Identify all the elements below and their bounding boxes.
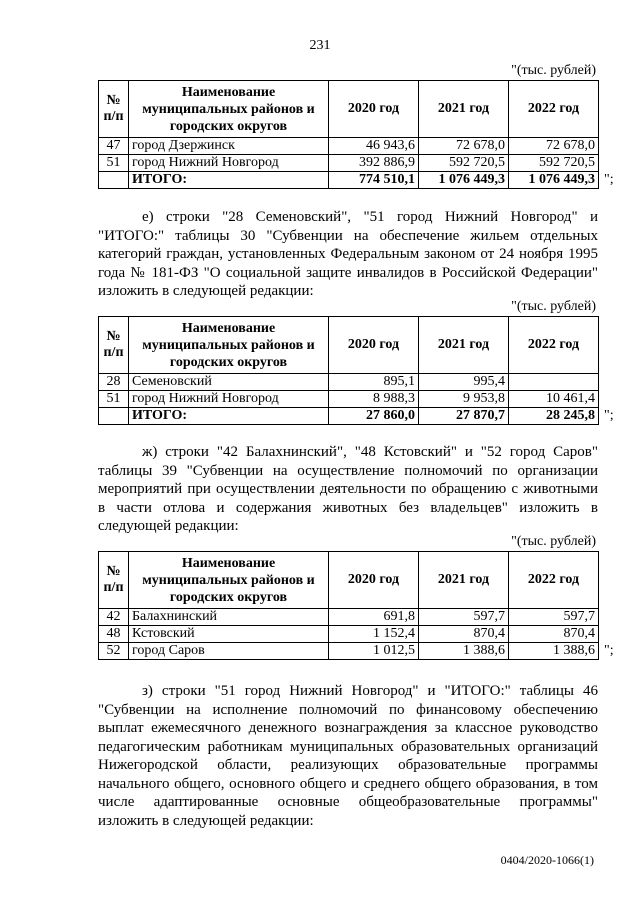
row-2022: 870,4 <box>509 626 599 643</box>
total-2020: 27 860,0 <box>329 408 419 425</box>
table-total-row <box>99 172 599 189</box>
row-2022: 10 461,4 <box>509 391 599 408</box>
table-subsidies-1 <box>98 80 599 189</box>
total-label: ИТОГО: <box>129 172 329 189</box>
row-name: город Нижний Новгород <box>129 391 329 408</box>
units-label: "(тыс. рублей) <box>511 534 596 549</box>
document-code: 0404/2020-1066(1) <box>500 853 594 867</box>
header-name: Наименование муниципальных районов и городских округов <box>129 81 329 138</box>
units-label: "(тыс. рублей) <box>511 63 596 78</box>
header-2020: 2020 год <box>329 317 419 374</box>
row-no: 42 <box>99 609 129 626</box>
table-row <box>99 138 599 155</box>
total-2022: 1 076 449,3 <box>509 172 599 189</box>
row-2021: 9 953,8 <box>419 391 509 408</box>
row-2020: 46 943,6 <box>329 138 419 155</box>
page-number: 231 <box>309 38 331 53</box>
table-header-row <box>99 317 599 374</box>
total-2022: 28 245,8 <box>509 408 599 425</box>
table-subsidies-3 <box>98 551 599 660</box>
row-2021: 72 678,0 <box>419 138 509 155</box>
table-row <box>99 374 599 391</box>
table-closing-quote: "; <box>604 408 614 423</box>
table-header-row <box>99 552 599 609</box>
row-no: 47 <box>99 138 129 155</box>
header-2020: 2020 год <box>329 552 419 609</box>
header-name: Наименование муниципальных районов и городских округов <box>129 317 329 374</box>
total-2021: 27 870,7 <box>419 408 509 425</box>
row-name: город Саров <box>129 643 329 660</box>
total-2021: 1 076 449,3 <box>419 172 509 189</box>
row-no: 51 <box>99 391 129 408</box>
row-2020: 8 988,3 <box>329 391 419 408</box>
table-closing-quote: "; <box>604 172 614 187</box>
header-2021: 2021 год <box>419 552 509 609</box>
total-2020: 774 510,1 <box>329 172 419 189</box>
row-2021: 597,7 <box>419 609 509 626</box>
total-no <box>99 408 129 425</box>
total-label: ИТОГО: <box>129 408 329 425</box>
header-no: № п/п <box>99 81 129 138</box>
header-2021: 2021 год <box>419 81 509 138</box>
table-row <box>99 643 599 660</box>
row-name: город Нижний Новгород <box>129 155 329 172</box>
table-total-row <box>99 408 599 425</box>
paragraph-z: з) строки "51 город Нижний Новгород" и "ИТОГО:" таблицы 46 "Субвенции на исполнение полномочий по финансовому обеспечению выплат ежемесячного денежного вознаграждения за классное руководство педагогическим работникам муниципальных образовательных организаций Нижегородской области, реализующих образовательные программы начального общего, основного общего и среднего общего образования, в том числе адаптированные основные общеобразовательные программы" изложить в следующей редакции: <box>98 683 598 829</box>
table-row <box>99 391 599 408</box>
table-row <box>99 626 599 643</box>
row-name: город Дзержинск <box>129 138 329 155</box>
row-no: 28 <box>99 374 129 391</box>
header-name: Наименование муниципальных районов и городских округов <box>129 552 329 609</box>
total-no <box>99 172 129 189</box>
header-2022: 2022 год <box>509 552 599 609</box>
header-2021: 2021 год <box>419 317 509 374</box>
table-row <box>99 155 599 172</box>
table-subsidies-2 <box>98 316 599 425</box>
row-2020: 392 886,9 <box>329 155 419 172</box>
row-2021: 870,4 <box>419 626 509 643</box>
table-closing-quote: "; <box>604 643 614 658</box>
header-no: № п/п <box>99 552 129 609</box>
row-no: 48 <box>99 626 129 643</box>
row-2020: 1 152,4 <box>329 626 419 643</box>
table-header-row <box>99 81 599 138</box>
row-no: 52 <box>99 643 129 660</box>
row-name: Кстовский <box>129 626 329 643</box>
row-2022 <box>509 374 599 391</box>
table-row <box>99 609 599 626</box>
row-2022: 592 720,5 <box>509 155 599 172</box>
header-2022: 2022 год <box>509 317 599 374</box>
units-label: "(тыс. рублей) <box>511 299 596 314</box>
row-2022: 597,7 <box>509 609 599 626</box>
row-no: 51 <box>99 155 129 172</box>
row-2021: 592 720,5 <box>419 155 509 172</box>
row-2022: 72 678,0 <box>509 138 599 155</box>
row-2022: 1 388,6 <box>509 643 599 660</box>
row-2020: 895,1 <box>329 374 419 391</box>
row-2020: 691,8 <box>329 609 419 626</box>
paragraph-e: е) строки "28 Семеновский", "51 город Нижний Новгород" и "ИТОГО:" таблицы 30 "Субвенции на обеспечение жильем отдельных категорий граждан, установленных Федеральным законом от 24 ноября 1995 года № 181-ФЗ "О социальной защите инвалидов в Российской Федерации" изложить в следующей редакции: <box>98 209 598 299</box>
header-2022: 2022 год <box>509 81 599 138</box>
row-2021: 1 388,6 <box>419 643 509 660</box>
row-name: Семеновский <box>129 374 329 391</box>
row-name: Балахнинский <box>129 609 329 626</box>
row-2021: 995,4 <box>419 374 509 391</box>
header-2020: 2020 год <box>329 81 419 138</box>
header-no: № п/п <box>99 317 129 374</box>
row-2020: 1 012,5 <box>329 643 419 660</box>
paragraph-zh: ж) строки "42 Балахнинский", "48 Кстовский" и "52 город Саров" таблицы 39 "Субвенции на осуществление полномочий по организации мероприятий при осуществлении деятельности по обращению с животными в части отлова и содержания животных без владельцев" изложить в следующей редакции: <box>98 444 598 534</box>
